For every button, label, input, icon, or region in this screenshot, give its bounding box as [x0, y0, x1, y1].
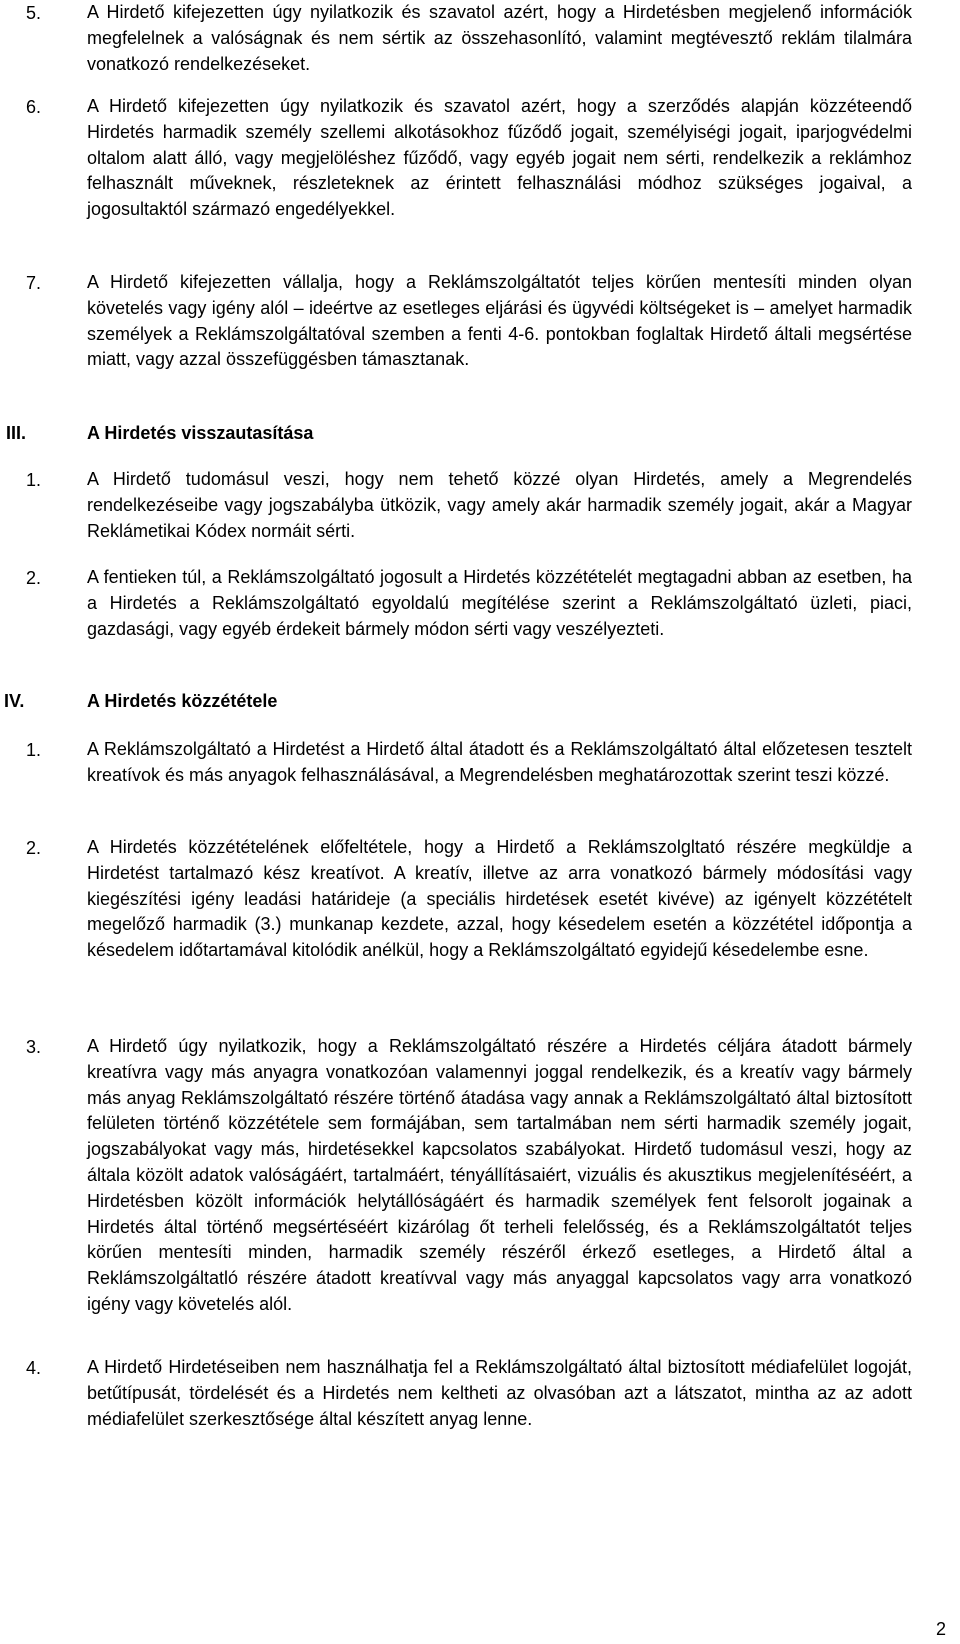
section-title: A Hirdetés közzététele: [87, 691, 278, 711]
item-text: A Hirdető kifejezetten úgy nyilatkozik és szavatol azért, hogy a Hirdetésben megjelenő információk megfelelnek a valóságnak és nem sértik az összehasonlító, valamint megtévesztő reklám tilalmára vonatkozó rendelkezéseket.: [87, 2, 912, 74]
item-number: 5.: [26, 3, 42, 23]
item-text: A Hirdető úgy nyilatkozik, hogy a Reklámszolgáltató részére a Hirdetés céljára átadott bármely kreatívra vagy más anyagra vonatkozóan valamennyi joggal rendelkezik, és a kreatív vagy bármely más anyag Reklámszolgáltató részére történő átadása vagy annak a Reklámszolgáltató által biztosított felületen történő közzététele sem formájában, sem tartalmában nem sérti harmadik személy jogait, jogszabályokat vagy más, hirdetésekkel kapcsolatos szabályokat. Hirdető tudomásul veszi, hogy az általa közölt adatok valóságáért, tartalmáért, tényállításaiért, vizuális és akusztikus megjelenítéséért, a Hirdetésben közölt információk helytállóságáért és harmadik személyek fent felsorolt jogainak a Hirdetés által történő megsértéséért kizárólag őt terheli felelősség, és a Reklámszolgáltatót teljes körűen mentesíti minden, harmadik személy részéről érkező esetleges, a Hirdető által a Reklámszolgáltatló részére átadott kreatívval vagy más anyaggal kapcsolatos vagy arra vonatkozó igény vagy követelés alól.: [87, 1036, 912, 1314]
item-number: 3.: [26, 1037, 42, 1057]
item-number: 7.: [26, 273, 42, 293]
section-number: IV.: [4, 691, 25, 711]
item-number: 4.: [26, 1358, 42, 1378]
section-title: A Hirdetés visszautasítása: [87, 423, 314, 443]
item-number: 6.: [26, 97, 42, 117]
item-text: A Hirdető kifejezetten úgy nyilatkozik és szavatol azért, hogy a szerződés alapján közzéteendő Hirdetés harmadik személy szellemi alkotásokhoz fűződő jogait, személyiségi jogait, iparjogvédelmi oltalom alatt álló, vagy megjelöléshez fűződő, vagy egyéb jogait nem sérti, rendelkezik a reklámhoz felhasznált műveknek, részleteknek az érintett felhasználási módhoz szükséges jogaival, a jogosultaktól származó engedélyekkel.: [87, 96, 912, 220]
item-number: 1.: [26, 470, 42, 490]
item-text: A Hirdető tudomásul veszi, hogy nem tehető közzé olyan Hirdetés, amely a Megrendelés rendelkezéseibe vagy jogszabályba ütközik, vagy amely akár harmadik személy jogait, akár a Magyar Reklámetikai Kódex normáit sérti.: [87, 469, 912, 541]
item-text: A Hirdetés közzétételének előfeltétele, hogy a Hirdető a Reklámszolgltató részére megküldje a Hirdetést tartalmazó kész kreatívot. A kreatív, illetve az arra vonatkozó bármely módosítási vagy kiegészítési igény leadási határideje (a speciális hirdetések esetét kivéve) az igényelt közzétételt megelőző harmadik (3.) munkanap kezdete, azzal, hogy késedelem esetén a közzététel időpontja a késedelem időtartamával kitolódik anélkül, hogy a Reklámszolgáltató egyidejű késedelembe esne.: [87, 837, 912, 961]
item-text: A Hirdető kifejezetten vállalja, hogy a Reklámszolgáltatót teljes körűen mentesíti minden olyan követelés vagy igény alól – ideértve az esetleges eljárási és ügyvédi költségeket is – amelyet harmadik személyek a Reklámszolgáltatóval szemben a fenti 4-6. pontokban foglaltak Hirdető általi megsértése miatt, vagy azzal összefüggésben támasztanak.: [87, 272, 912, 370]
item-number: 2.: [26, 838, 42, 858]
section-number: III.: [6, 423, 27, 443]
item-number: 1.: [26, 740, 42, 760]
item-text: A Reklámszolgáltató a Hirdetést a Hirdető által átadott és a Reklámszolgáltató által előzetesen tesztelt kreatívok és más anyagok felhasználásával, a Megrendelésben meghatározottak szerint teszi közzé.: [87, 739, 912, 785]
page-number: 2: [935, 1619, 946, 1639]
item-text: A fentieken túl, a Reklámszolgáltató jogosult a Hirdetés közzétételét megtagadni abban az esetben, ha a Hirdetés a Reklámszolgáltató egyoldalú megítélése szerint a Reklámszolgáltató üzleti, piaci, gazdasági, vagy egyéb érdekeit bármely módon sérti vagy veszélyezteti.: [87, 567, 912, 639]
item-text: A Hirdető Hirdetéseiben nem használhatja fel a Reklámszolgáltató által biztosított médiafelület logoját, betűtípusát, tördelését és a Hirdetés nem keltheti az olvasóban azt a látszatot, mintha az az adott médiafelület szerkesztősége által készített anyag lenne.: [87, 1357, 912, 1429]
item-number: 2.: [26, 568, 42, 588]
